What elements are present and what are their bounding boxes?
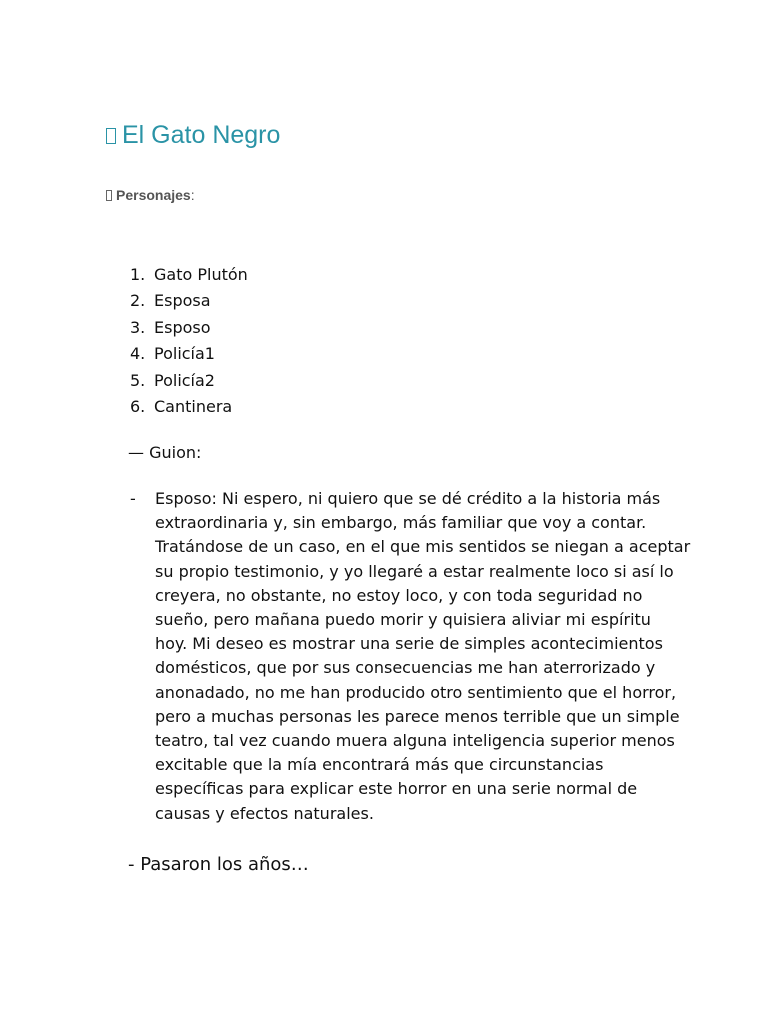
dialogue-text xyxy=(155,487,690,826)
dialogue-line: Esposo: Ni espero, ni quiero que se dé crédito a la historia más xyxy=(155,489,661,508)
dialogue-line: extraordinaria y, sin embargo, más familiar que voy a contar. xyxy=(155,513,647,533)
characters-list xyxy=(130,262,248,420)
dialogue-line: su propio testimonio, y yo llegaré a estar realmente loco si así lo xyxy=(155,561,674,581)
list-item xyxy=(130,368,248,394)
dialogue-line: creyera, no obstante, no estoy loco, y con toda seguridad no xyxy=(155,585,643,605)
missing-glyph-icon xyxy=(106,190,112,201)
list-item-name: Policía1 xyxy=(154,344,215,364)
dialogue-line: teatro, tal vez cuando muera alguna inteligencia superior menos xyxy=(155,731,675,751)
list-item xyxy=(130,288,248,314)
characters-heading xyxy=(106,184,195,206)
dialogue-line: sueño, pero mañana puedo morir y quisiera aliviar mi espíritu xyxy=(155,610,651,630)
dialogue-line: anonadado, no me han producido otro sentimiento que el horror, xyxy=(155,682,677,702)
dialogue-line: pero a muchas personas les parece menos terrible que un simple xyxy=(155,706,680,726)
list-item xyxy=(130,262,248,288)
dialogue-line: excitable que la mía encontrará más que circunstancias xyxy=(155,755,604,775)
list-item-number: 4. xyxy=(130,344,146,364)
list-item-name: Esposo xyxy=(154,317,211,337)
list-item-name: Policía2 xyxy=(154,370,215,390)
dialogue-line: domésticos, que por sus consecuencias me han aterrorizado y xyxy=(155,658,656,678)
list-item-number: 6. xyxy=(130,396,146,416)
dialogue-line: causas y efectos naturales. xyxy=(155,803,374,823)
characters-heading-label: Personajes xyxy=(116,187,191,203)
document-title xyxy=(106,118,280,152)
list-item-number: 2. xyxy=(130,291,146,311)
list-item xyxy=(130,315,248,341)
list-item-number: 5. xyxy=(130,370,146,390)
characters-heading-colon: : xyxy=(190,187,195,203)
list-item-name: Gato Plutón xyxy=(154,265,248,284)
dialogue-bullet: - xyxy=(130,489,136,508)
list-item xyxy=(130,394,248,420)
closing-line: - Pasaron los años… xyxy=(128,854,309,875)
script-heading: — Guion: xyxy=(128,443,202,462)
title-text: El Gato Negro xyxy=(122,121,281,149)
list-item-number: 3. xyxy=(130,317,146,337)
dialogue-line: específicas para explicar este horror en una serie normal de xyxy=(155,779,638,799)
dialogue-line: Tratándose de un caso, en el que mis sentidos se niegan a aceptar xyxy=(155,537,691,557)
list-item-name: Esposa xyxy=(154,291,211,311)
missing-glyph-icon xyxy=(106,128,116,144)
list-item xyxy=(130,341,248,367)
dialogue-line: hoy. Mi deseo es mostrar una serie de simples acontecimientos xyxy=(155,634,663,654)
list-item-number: 1. xyxy=(130,265,146,284)
list-item-name: Cantinera xyxy=(154,396,233,416)
